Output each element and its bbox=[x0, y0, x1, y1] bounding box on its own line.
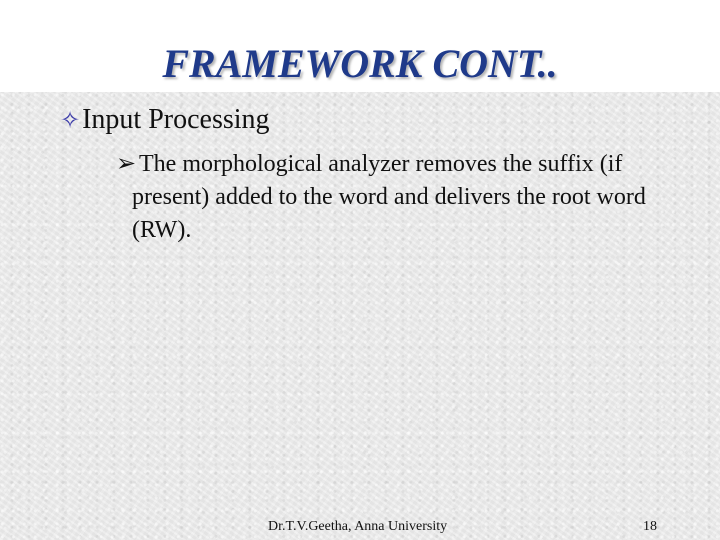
slide-footer: Dr.T.V.Geetha, Anna University bbox=[268, 519, 448, 534]
page-number: 18 bbox=[643, 519, 657, 534]
bullet-input-processing bbox=[60, 104, 270, 136]
bullet-label: Input Processing bbox=[82, 104, 270, 135]
four-pointed-star-icon: ✧ bbox=[60, 108, 81, 134]
sub-bullet-text: The morphological analyzer removes the suffix (if present) added to the word and delivers the root word (RW). bbox=[132, 151, 646, 243]
slide-title: FRAMEWORK CONT.. bbox=[162, 41, 558, 86]
sub-bullet-morphological-analyzer bbox=[116, 148, 676, 247]
arrow-right-icon: ➢ bbox=[116, 151, 137, 177]
